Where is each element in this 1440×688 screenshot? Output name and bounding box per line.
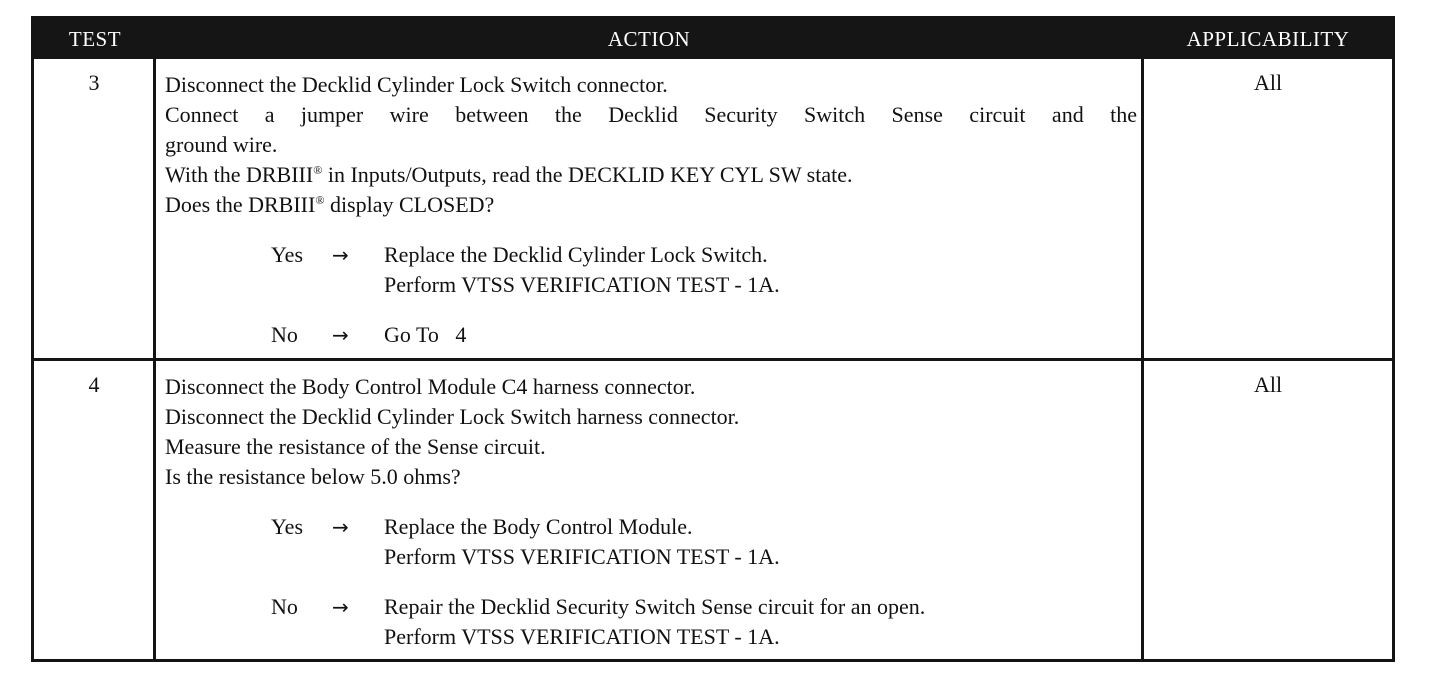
arrow-right-icon: →: [332, 595, 349, 619]
table-header-row: [34, 19, 1392, 59]
column-header-applicability: APPLICABILITY: [1186, 27, 1350, 51]
answer-text: Perform VTSS VERIFICATION TEST - 1A.: [384, 544, 780, 569]
action-step: ground wire.: [165, 132, 278, 157]
action-step: Disconnect the Decklid Cylinder Lock Switch harness connector.: [165, 404, 740, 429]
answer-label: No: [271, 322, 298, 347]
action-cell: [165, 70, 1140, 350]
answer-label: No: [271, 594, 298, 619]
table-row-test-4: [34, 361, 1392, 662]
answer-text: Replace the Decklid Cylinder Lock Switch.: [384, 242, 768, 267]
column-header-test: TEST: [68, 27, 122, 51]
answer-yes: [165, 240, 1140, 300]
test-number: 4: [88, 372, 100, 397]
answer-no: [165, 592, 1140, 652]
answer-text: Replace the Body Control Module.: [384, 514, 693, 539]
action-step: Measure the resistance of the Sense circuit.: [165, 434, 546, 459]
answer-label: Yes: [271, 242, 304, 267]
answer-text: Perform VTSS VERIFICATION TEST - 1A.: [384, 624, 780, 649]
answer-label: Yes: [271, 514, 304, 539]
action-step: Does the DRBIII® display CLOSED?: [165, 192, 495, 217]
action-cell: [165, 372, 1140, 652]
diagnostic-table: [31, 16, 1395, 662]
action-step: Disconnect the Decklid Cylinder Lock Switch connector.: [165, 72, 668, 97]
arrow-right-icon: →: [332, 323, 349, 347]
answer-yes: [165, 512, 1140, 572]
action-step: Disconnect the Body Control Module C4 harness connector.: [165, 374, 696, 399]
applicability-value: All: [1253, 70, 1283, 95]
answer-text: Go To 4: [384, 322, 467, 347]
arrow-right-icon: →: [332, 515, 349, 539]
arrow-right-icon: →: [332, 243, 349, 267]
column-header-action: ACTION: [607, 27, 691, 51]
action-step: Is the resistance below 5.0 ohms?: [165, 464, 461, 489]
answer-no: [165, 320, 1140, 350]
applicability-value: All: [1253, 372, 1283, 397]
answer-text: Repair the Decklid Security Switch Sense circuit for an open.: [384, 594, 926, 619]
table-row-test-3: [34, 59, 1392, 358]
action-step: Connect a jumper wire between the Decklid Security Switch Sense circuit and the: [165, 102, 1137, 127]
answer-text: Perform VTSS VERIFICATION TEST - 1A.: [384, 272, 780, 297]
action-step: With the DRBIII® in Inputs/Outputs, read the DECKLID KEY CYL SW state.: [165, 162, 853, 187]
test-number: 3: [88, 70, 100, 95]
